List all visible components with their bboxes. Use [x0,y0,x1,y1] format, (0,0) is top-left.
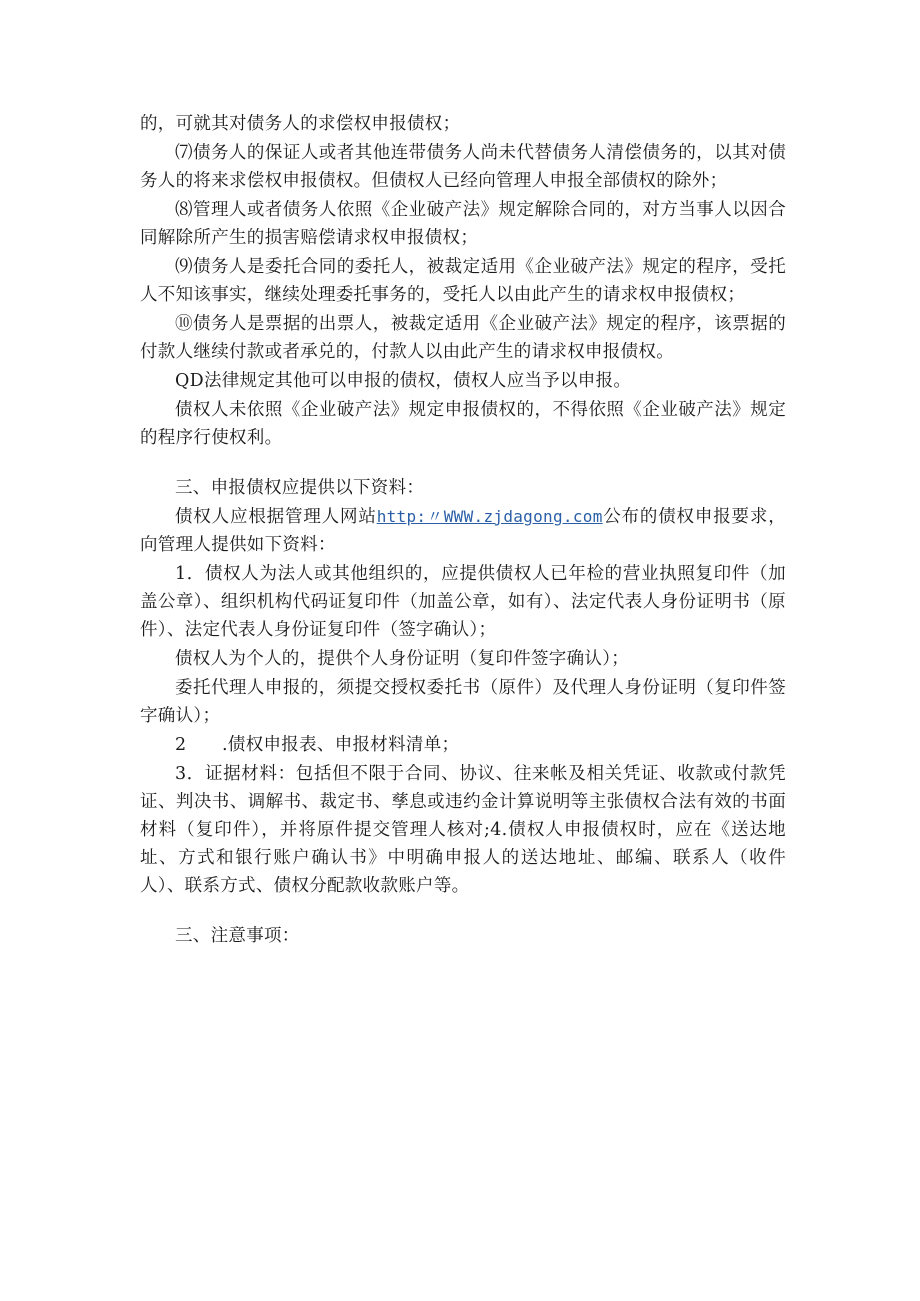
document-page [140,110,786,951]
paragraph-material-3: 3．证据材料：包括但不限于合同、协议、往来帐及相关凭证、收款或付款凭证、判决书、调解书、裁定书、孳息或违约金计算说明等主张债权合法有效的书面材料（复印件），并将原件提交管理人核对;4.债权人申报债权时，应在《送达地址、方式和银行账户确认书》中明确申报人的送达地址、邮编、联系人（收件人）、联系方式、债权分配款收款账户等。 [140,764,786,896]
manager-website-link[interactable]: http:〃WWW.zjdagong.com [376,507,603,526]
paragraph-materials-intro [140,503,786,559]
paragraph-continuation: 的，可就其对债务人的求偿权申报债权； [140,114,461,134]
paragraph-item-10: ⑩债务人是票据的出票人，被裁定适用《企业破产法》规定的程序，该票据的付款人继续付款或者承兑的，付款人以由此产生的请求权申报债权。 [140,314,786,362]
section-heading-notes: 三、注意事项： [175,926,300,946]
paragraph-item-9: ⑼债务人是委托合同的委托人，被裁定适用《企业破产法》规定的程序，受托人不知该事实，继续处理委托事务的，受托人以由此产生的请求权申报债权； [140,257,786,305]
paragraph-item-8: ⑻管理人或者债务人依照《企业破产法》规定解除合同的，对方当事人以因合同解除所产生的损害赔偿请求权申报债权； [140,200,786,248]
section-heading-materials: 三、申报债权应提供以下资料： [175,478,425,498]
paragraph-material-1-individual: 债权人为个人的，提供个人身份证明（复印件签字确认）； [175,649,630,669]
paragraph-material-2: 2 .债权申报表、申报材料清单； [175,735,460,755]
intro-text-before: 债权人应根据管理人网站 [175,507,377,527]
paragraph-material-1-agent: 委托代理人申报的，须提交授权委托书（原件）及代理人身份证明（复印件签字确认）； [140,678,786,726]
intro-text-after: 公布的债权申报要求，向管理人提供如下资料： [140,507,787,555]
paragraph-consequence: 债权人未依照《企业破产法》规定申报债权的，不得依照《企业破产法》规定的程序行使权利。 [140,400,786,448]
paragraph-item-7: ⑺债务人的保证人或者其他连带债务人尚未代替债务人清偿债务的，以其对债务人的将来求偿权申报债权。但债权人已经向管理人申报全部债权的除外； [140,143,786,191]
paragraph-item-11: QD法律规定其他可以申报的债权，债权人应当予以申报。 [175,371,632,391]
paragraph-material-1: 1．债权人为法人或其他组织的，应提供债权人已年检的营业执照复印件（加盖公章）、组织机构代码证复印件（加盖公章，如有）、法定代表人身份证明书（原件）、法定代表人身份证复印件（签字确认）； [140,564,786,640]
